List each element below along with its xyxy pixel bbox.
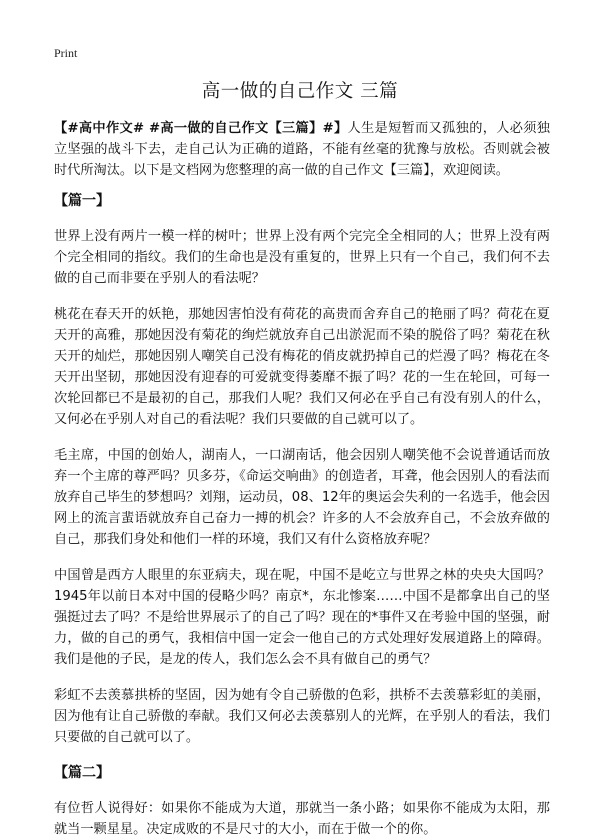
section-1-paragraph-3: 毛主席，中国的创始人，湖南人，一口湖南话，他会因别人嘲笑他不会说普通话而放弃一个主席的尊严吗？贝多芬，《命运交响曲》的创造者，耳聋，他会因别人的看法而放弃自己毕生的梦想吗？刘翔，运动员，08、12年的奥运会失利的一名选手，他会因网上的流言蜚语就放弃自己奋力一搏的机会？许多的人不会放弃自己，不会放弃做的自己，那我们身处和他们一样的环境，我们又有什么资格放弃呢？ — [54, 448, 550, 547]
section-heading-1: 【篇一】 — [54, 193, 110, 209]
section-1-paragraph-4: 中国曾是西方人眼里的东亚病夫，现在呢，中国不是屹立与世界之林的央央大国吗？1945年以前日本对中国的侵略少吗？南京*，东北惨案……中国不是都拿出自己的坚强挺过去了吗？不是给世界展示了的自己了吗？现在的*事件又在考验中国的坚强，耐力，做的自己的勇气，我相信中国一定会一他自己的方式处理好发展道路上的障碍。我们是他的子民，是龙的传人，我们怎么会不具有做自己的勇气？ — [54, 568, 550, 667]
section-1-paragraph-1: 世界上没有两片一模一样的树叶；世界上没有两个完完全全相同的人；世界上没有两个完全相同的指纹。我们的生命也是没有重复的，世界上只有一个自己，我们何不去做的自己而非要在乎别人的看法呢？ — [54, 229, 550, 286]
section-1-paragraph-5: 彩虹不去羡慕拱桥的坚固，因为她有令自己骄傲的色彩，拱桥不去羡慕彩虹的美丽，因为他有让自己骄傲的奉献。我们又何必去羡慕别人的光辉，在乎别人的看法，我们只要做的自己就可以了。 — [54, 688, 550, 745]
intro-text: 人生是短暂而又孤独的，人必须独立坚强的战斗下去，走自己认为正确的道路，不能有丝毫的犹豫与放松。否则就会被时代所淘汰。以下是文档网为您整理的高一做的自己作文【三篇】，欢迎阅读。 — [54, 121, 550, 178]
intro-tag: 【#高中作文# #高一做的自己作文【三篇】#】 — [54, 121, 348, 136]
intro-paragraph — [54, 118, 550, 181]
section-2-paragraph-1: 有位哲人说得好：如果你不能成为大道，那就当一条小路；如果你不能成为太阳，那就当一颗星星。决定成败的不是尺寸的大小，而在于做一个的你。 — [54, 801, 550, 837]
page-title: 高一做的自己作文 三篇 — [201, 81, 399, 102]
section-1-paragraph-2: 桃花在春天开的妖艳，那她因害怕没有荷花的高贵而舍弃自己的艳丽了吗？荷花在夏天开的高雅，那她因没有菊花的绚烂就放弃自己出淤泥而不染的脱俗了吗？菊花在秋天开的灿烂，那她因别人嘲笑自己没有梅花的俏皮就扔掉自己的烂漫了吗？梅花在冬天开出坚韧，那她因没有迎春的可爱就变得萎靡不振了吗？花的一生在轮回，可每一次轮回都已不是最初的自己，那我们人呢？我们又何必在乎自己有没有别人的什么，又何必在乎别人对自己的看法呢？我们只要做的自己就可以了。 — [54, 307, 550, 427]
article-body — [54, 118, 550, 840]
section-heading-2: 【篇二】 — [54, 765, 110, 781]
print-link[interactable]: Print — [54, 46, 78, 60]
